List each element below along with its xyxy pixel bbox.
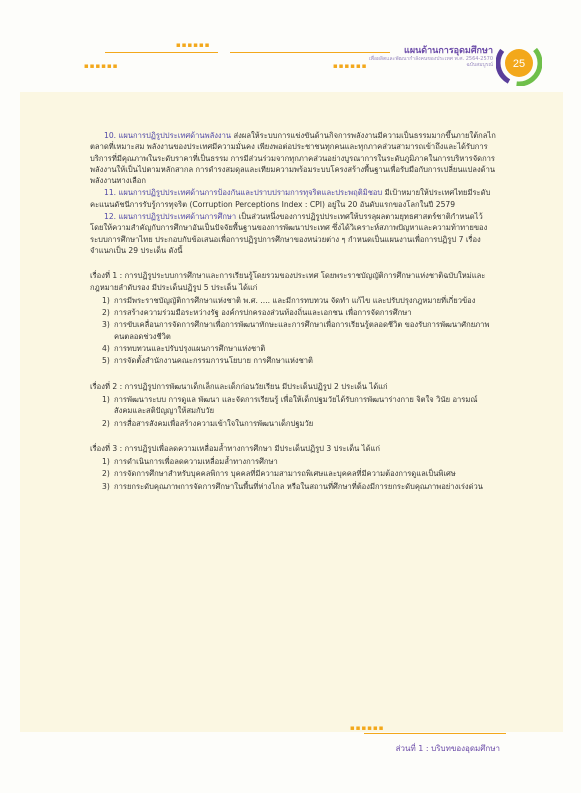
theme-2-list bbox=[90, 394, 497, 429]
header-dots-right: ▪▪▪▪▪▪ bbox=[333, 62, 368, 70]
reform-11 bbox=[90, 187, 497, 210]
page-number-badge bbox=[496, 40, 542, 86]
list-item: 2) การจัดการศึกษาสำหรับบุคคลพิการ บุคคลที่มีความสามารถพิเศษและบุคคลที่มีความต้องการดูแลเป็นพิเศษ bbox=[102, 469, 456, 479]
list-item-text: การมีพระราชบัญญัติการศึกษาแห่งชาติ พ.ศ. .... และมีการทบทวน จัดทำ แก้ไข และปรับปรุงกฎหมายที่เกี่ยวข้อง bbox=[114, 295, 476, 305]
list-item: 3) การยกระดับคุณภาพการจัดการศึกษาในพื้นที่ห่างไกล หรือในสถานที่ศึกษาที่ต้องมีการยกระดับคุณภาพอย่างเร่งด่วน bbox=[102, 481, 483, 491]
list-item-text: การจัดการศึกษาสำหรับบุคคลพิการ บุคคลที่มีความสามารถพิเศษและบุคคลที่มีความต้องการดูแลเป็นพิเศษ bbox=[114, 469, 456, 479]
list-item: 1) การพัฒนาระบบ การดูแล พัฒนา และจัดการเรียนรู้ เพื่อให้เด็กปฐมวัยได้รับการพัฒนาร่างกาย จิตใจ วินัย อารมณ์ สังคมและสติปัญญาให้สมกับวัย bbox=[102, 394, 478, 416]
list-item: 1) การดำเนินการเพื่อลดความเหลื่อมล้ำทางการศึกษา bbox=[102, 457, 278, 467]
reform-12 bbox=[90, 211, 497, 256]
reform-10-title: 10. แผนการปฏิรูปประเทศด้านพลังงาน bbox=[104, 131, 232, 140]
list-item: 3) การขับเคลื่อนการจัดการศึกษาเพื่อการพัฒนาทักษะและการศึกษาเพื่อการเรียนรู้ตลอดชีวิต ของรับการพัฒนาศักยภาพคนตลอดช่วงชีวิต bbox=[102, 320, 490, 341]
list-item-text: การทบทวนและปรับปรุงแผนการศึกษาแห่งชาติ bbox=[114, 344, 266, 354]
header-subtitle-line2: ฉบับสมบูรณ์ bbox=[466, 62, 493, 68]
reform-12-body: เป็นส่วนหนึ่งของการปฏิรูปประเทศให้บรรลุผลตามยุทธศาสตร์ชาติกำหนดไว้ โดยให้ความสำคัญกับการศึกษาอันเป็นปัจจัยพื้นฐานของการพัฒนาประเทศ ซึ่งได้วิเคราะห์สภาพปัญหาและความท้าทายของระบบการศึกษาไทย ประกอบกับข้อเสนอเพื่อการปฏิรูปการศึกษาของหน่วยต่าง ๆ กำหนดเป็นแผนงานเพื่อการปฏิรูป 7 เรื่อง จำแนกเป็น 29 ประเด็น ดังนี้ bbox=[90, 212, 488, 255]
list-item-text: การจัดตั้งสำนักงานคณะกรรมการนโยบาย การศึกษาแห่งชาติ bbox=[114, 356, 313, 366]
header-rule-right bbox=[230, 52, 390, 53]
list-item: 1) การมีพระราชบัญญัติการศึกษาแห่งชาติ พ.ศ. .... และมีการทบทวน จัดทำ แก้ไข และปรับปรุงกฎหมายที่เกี่ยวข้อง bbox=[102, 295, 476, 305]
theme-2-title: เรื่องที่ 2 : การปฏิรูปการพัฒนาเด็กเล็กและเด็กก่อนวัยเรียน มีประเด็นปฏิรูป 2 ประเด็น ได้แก่ bbox=[90, 381, 388, 391]
list-item: 5) การจัดตั้งสำนักงานคณะกรรมการนโยบาย การศึกษาแห่งชาติ bbox=[102, 356, 313, 366]
footer-section-label: ส่วนที่ 1 : บริบทของอุดมศึกษา bbox=[395, 744, 500, 753]
theme-3-list bbox=[90, 456, 497, 492]
header-dots-left: ▪▪▪▪▪▪ bbox=[176, 41, 211, 49]
header-title: แผนด้านการอุดมศึกษา bbox=[404, 46, 493, 56]
list-item-text: การสื่อสารสังคมเพื่อสร้างความเข้าใจในการพัฒนาเด็กปฐมวัย bbox=[114, 418, 314, 428]
list-item: 2) การสื่อสารสังคมเพื่อสร้างความเข้าใจในการพัฒนาเด็กปฐมวัย bbox=[102, 418, 314, 428]
list-item: 2) การสร้างความร่วมมือระหว่างรัฐ องค์กรปกครองส่วนท้องถิ่นและเอกชน เพื่อการจัดการศึกษา bbox=[102, 308, 412, 318]
header-dots-left-lower: ▪▪▪▪▪▪ bbox=[84, 62, 119, 70]
list-item-text: การสร้างความร่วมมือระหว่างรัฐ องค์กรปกครองส่วนท้องถิ่นและเอกชน เพื่อการจัดการศึกษา bbox=[114, 308, 412, 318]
theme-1 bbox=[90, 270, 497, 366]
list-item-text: การพัฒนาระบบ การดูแล พัฒนา และจัดการเรียนรู้ เพื่อให้เด็กปฐมวัยได้รับการพัฒนาร่างกาย จิตใจ วินัย อารมณ์ สังคมและสติปัญญาให้สมกับวัย bbox=[114, 394, 478, 416]
header-subtitle-line1: เพื่อผลิตและพัฒนากำลังคนของประเทศ พ.ศ. 2564-2570 bbox=[368, 56, 493, 62]
footer-dots: ▪▪▪▪▪▪ bbox=[350, 724, 385, 732]
reform-10 bbox=[90, 130, 497, 186]
main-content bbox=[90, 130, 497, 493]
list-item-text: การยกระดับคุณภาพการจัดการศึกษาในพื้นที่ห่างไกล หรือในสถานที่ศึกษาที่ต้องมีการยกระดับคุณภาพอย่างเร่งด่วน bbox=[114, 481, 483, 491]
reform-12-title: 12. แผนการปฏิรูปประเทศด้านการศึกษา bbox=[104, 212, 237, 222]
theme-1-title: เรื่องที่ 1 : การปฏิรูประบบการศึกษาและการเรียนรู้โดยรวมของประเทศ โดยพระราชบัญญัติการศึกษาแห่งชาติฉบับใหม่และกฎหมายลำดับรอง มีประเด็นปฏิรูป 5 ประเด็น ได้แก่ bbox=[90, 271, 486, 292]
page-number: 25 bbox=[512, 58, 526, 70]
footer-rule bbox=[364, 733, 506, 734]
list-item: 4) การทบทวนและปรับปรุงแผนการศึกษาแห่งชาติ bbox=[102, 344, 266, 354]
header-rule-left bbox=[105, 52, 218, 53]
list-item-text: การขับเคลื่อนการจัดการศึกษาเพื่อการพัฒนาทักษะและการศึกษาเพื่อการเรียนรู้ตลอดชีวิต ของรับการพัฒนาศักยภาพคนตลอดช่วงชีวิต bbox=[114, 320, 490, 341]
list-item-text: การดำเนินการเพื่อลดความเหลื่อมล้ำทางการศึกษา bbox=[114, 457, 278, 467]
reform-11-body: มีเป้าหมายให้ประเทศไทยมีระดับคะแนนดัชนีการรับรู้การทุจริต (Corruption Perceptions Index : CPI) อยู่ใน 20 อันดับแรกของโลกในปี 2579 bbox=[90, 188, 491, 209]
header-subtitle bbox=[330, 56, 493, 68]
reform-10-body: ส่งผลให้ระบบการแข่งขันด้านกิจการพลังงานมีความเป็นธรรมมากขึ้นภายใต้กลไกตลาดที่เหมาะสม พลังงานของประเทศมีความมั่นคง เพียงพอต่อประชาชนทุกคนและทุกภาคส่วนสามารถเข้าถึงและได้รับการบริการที่มีคุณภาพในระดับราคาที่เป็นธรรม การมีส่วนร่วมจากทุกภาคส่วนอย่างบูรณาการในระดับภูมิภาคในการบริหารจัดการพลังงานให้เป็นไปตามหลักสากล การดำรงสมดุลและเทียมความพร้อมระบบโครงสร้างพื้นฐานเพื่อรับมือกับการเปลี่ยนแปลงด้านพลังงานทางเลือก bbox=[90, 131, 496, 186]
reform-11-title: 11. แผนการปฏิรูปประเทศด้านการป้องกันและปราบปรามการทุจริตและประพฤติมิชอบ bbox=[104, 188, 383, 198]
theme-1-list bbox=[90, 295, 497, 367]
theme-2 bbox=[90, 381, 497, 429]
theme-3-title: เรื่องที่ 3 : การปฏิรูปเพื่อลดความเหลื่อมล้ำทางการศึกษา มีประเด็นปฏิรูป 3 ประเด็น ได้แก่ bbox=[90, 443, 380, 453]
theme-3 bbox=[90, 443, 497, 492]
